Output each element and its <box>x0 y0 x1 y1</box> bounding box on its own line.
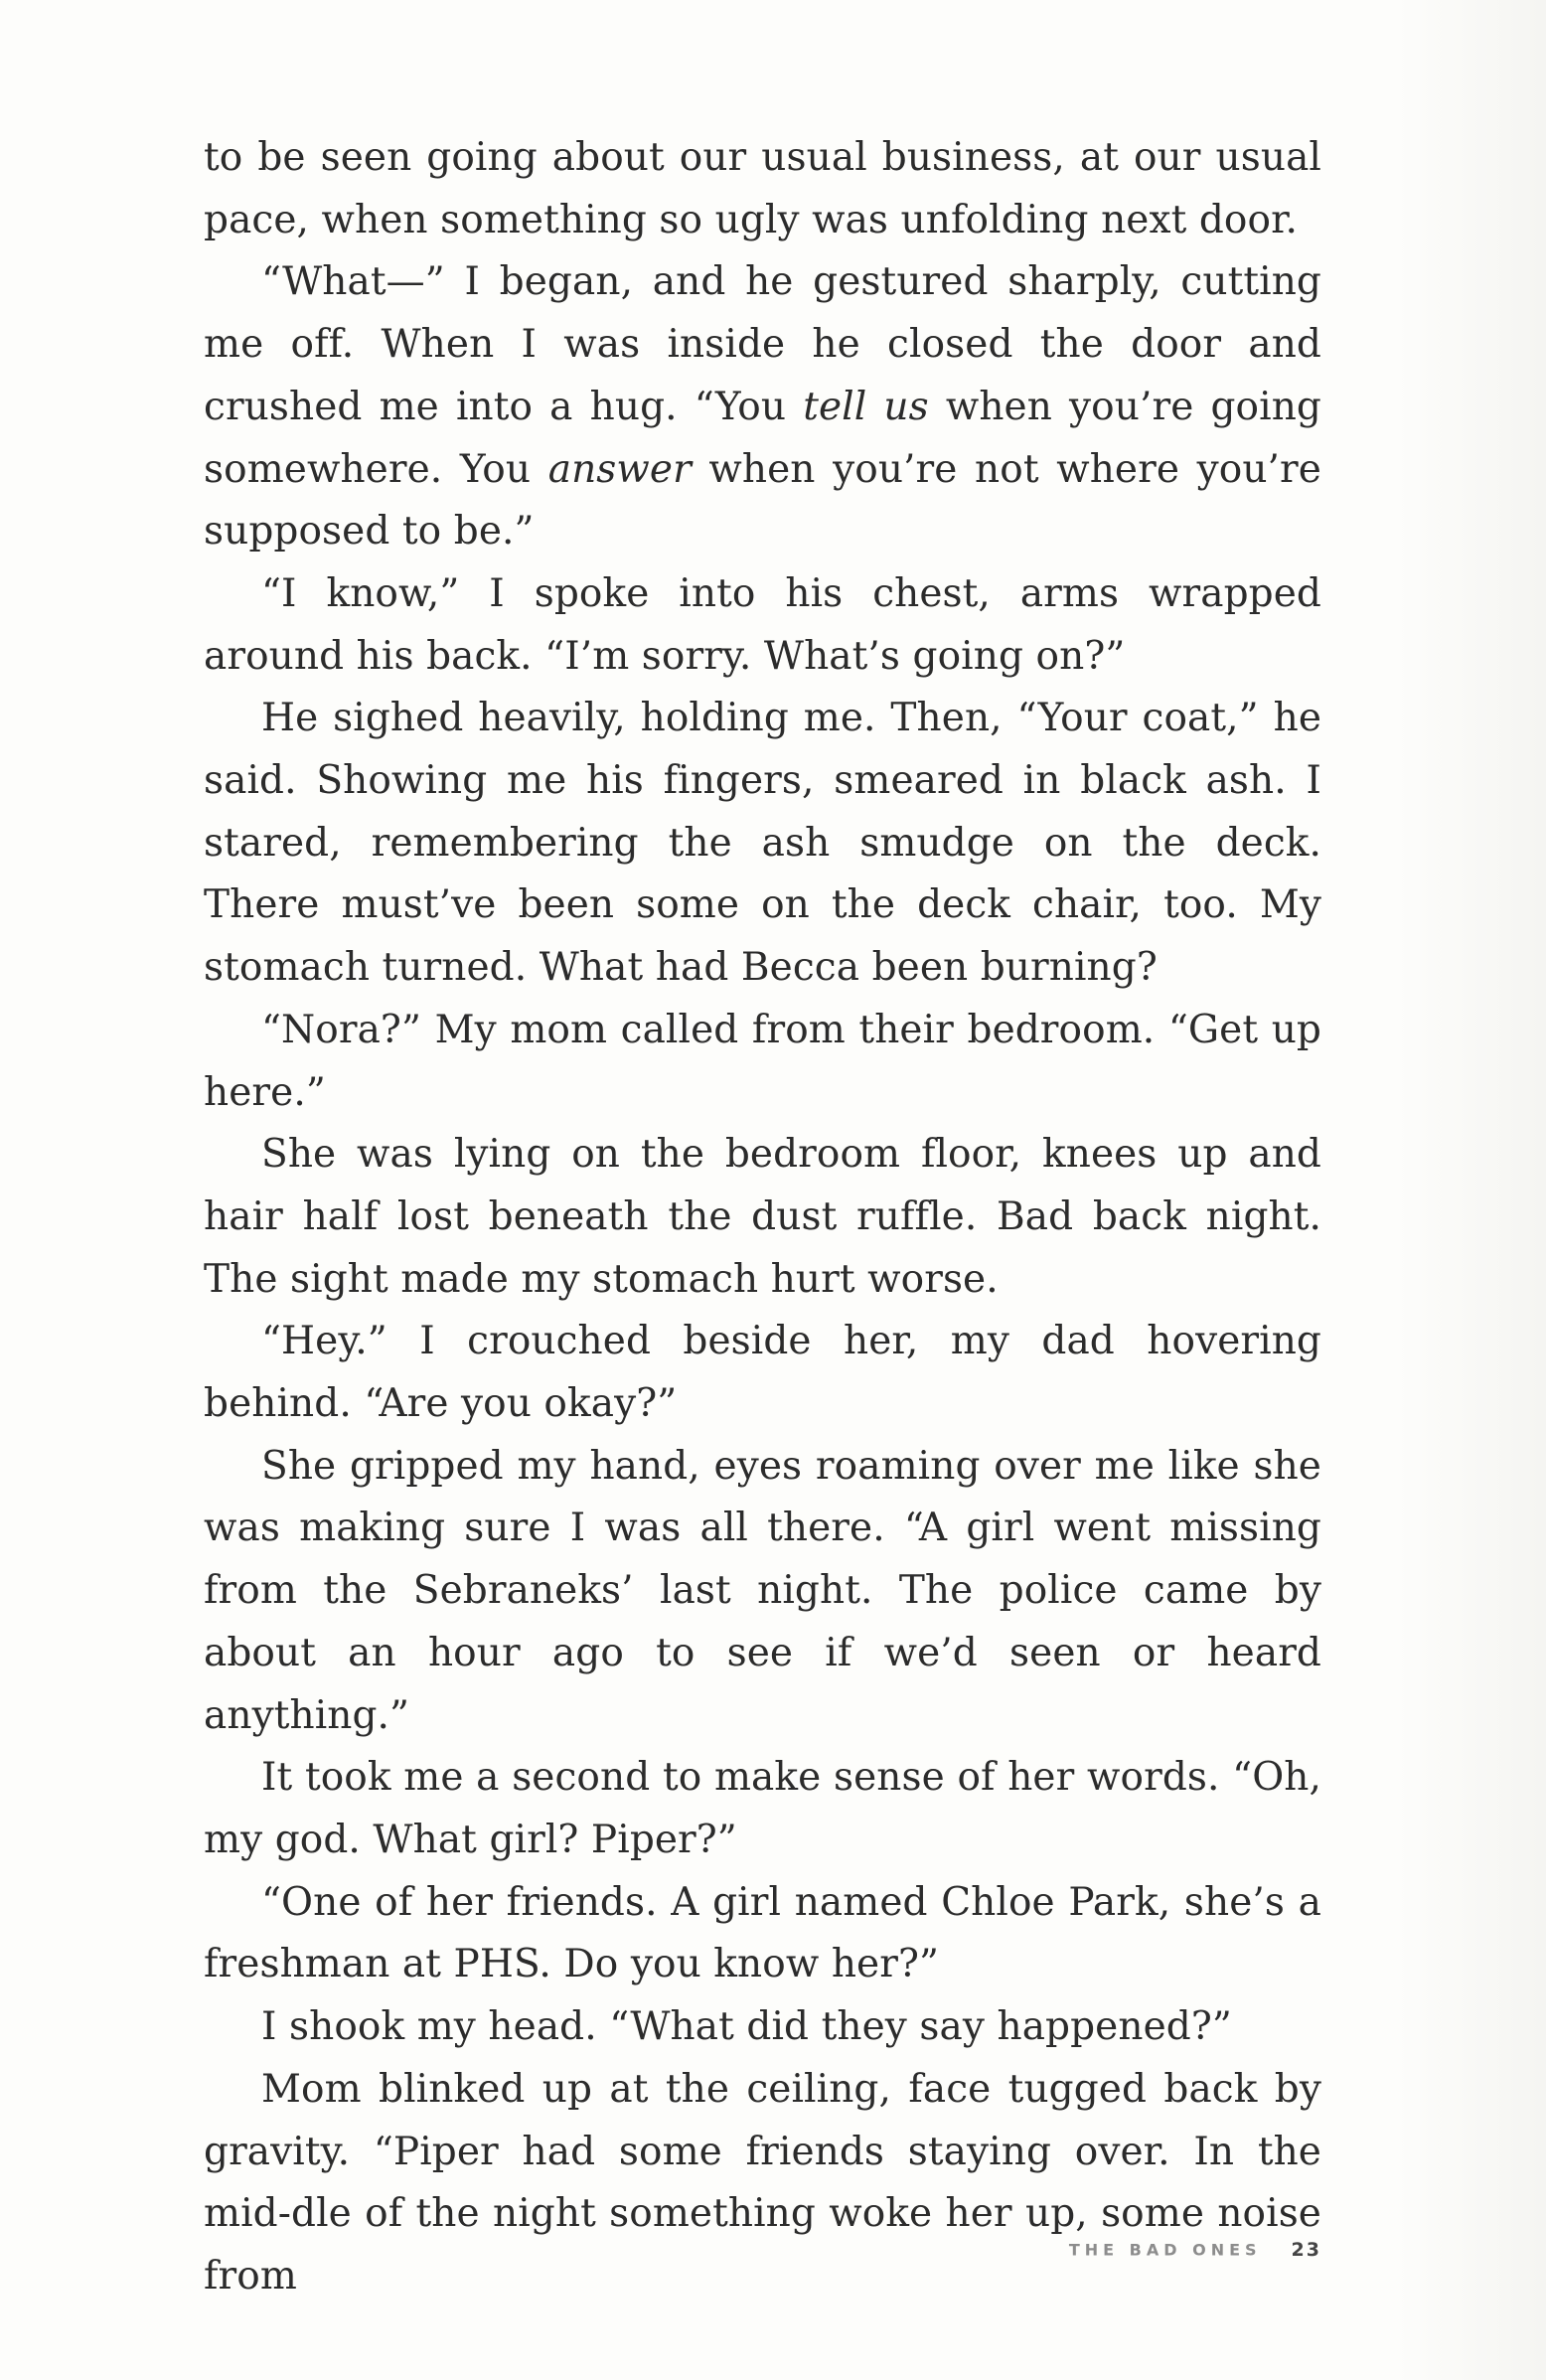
page-edge-shadow <box>1397 0 1546 2380</box>
page-number: 23 <box>1291 2239 1321 2261</box>
page-footer <box>1023 2239 1321 2269</box>
paragraph-12: Mom blinked up at the ceiling, face tugged back by gravity. “Piper had some friends staying over. In the mid-dle of the night something woke her up, some noise from <box>204 2066 1321 2299</box>
emphasis-answer: answer <box>547 446 692 492</box>
emphasis-tell-us: tell us <box>803 384 929 429</box>
body-text <box>204 127 1321 2308</box>
paragraph-6: She was lying on the bedroom floor, knees up and hair half lost beneath the dust ruffle. Bad back night. The sight made my stomach hurt worse. <box>204 1132 1321 1302</box>
paragraph-7: “Hey.” I crouched beside her, my dad hovering behind. “Are you okay?” <box>204 1319 1321 1427</box>
paragraph-5: “Nora?” My mom called from their bedroom. “Get up here.” <box>204 1007 1321 1115</box>
paragraph-2: “What—” I began, and he gestured sharply, cutting me off. When I was inside he closed the door and crushed me into a hug. “You tell us when you’re going somewhere. You answer when you’re not where you’re supposed to be.” <box>204 259 1321 555</box>
paragraph-10: “One of her friends. A girl named Chloe Park, she’s a freshman at PHS. Do you know her?” <box>204 1879 1321 1987</box>
paragraph-9: It took me a second to make sense of her words. “Oh, my god. What girl? Piper?” <box>204 1755 1321 1862</box>
paragraph-8: She gripped my hand, eyes roaming over me like she was making sure I was all there. “A girl went missing from the Sebraneks’ last night. The police came by about an hour ago to see if we’d seen or heard anything.” <box>204 1443 1321 1738</box>
paragraph-11: I shook my head. “What did they say happened?” <box>261 2004 1232 2050</box>
paragraph-3: “I know,” I spoke into his chest, arms wrapped around his back. “I’m sorry. What’s going on?” <box>204 570 1321 679</box>
paragraph-1: to be seen going about our usual business, at our usual pace, when something so ugly was unfolding next door. <box>204 135 1321 242</box>
running-head: THE BAD ONES <box>1068 2240 1262 2260</box>
paragraph-4: He sighed heavily, holding me. Then, “Your coat,” he said. Showing me his fingers, smeared in black ash. I stared, remembering the ash smudge on the deck. There must’ve been some on the deck chair, too. My stomach turned. What had Becca been burning? <box>204 696 1321 991</box>
